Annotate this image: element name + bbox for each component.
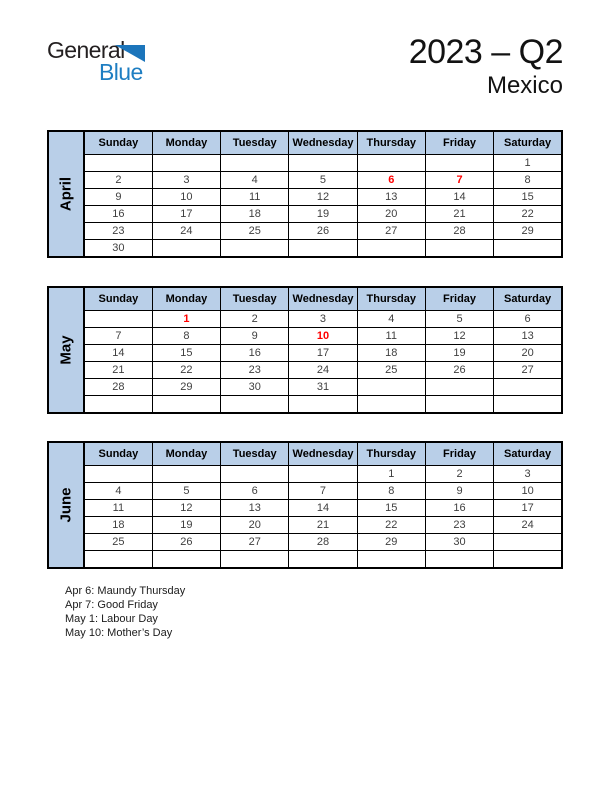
date-cell: 22 xyxy=(494,206,562,223)
week-row xyxy=(48,517,562,534)
date-cell: 18 xyxy=(84,517,152,534)
date-cell: 5 xyxy=(289,172,357,189)
date-cell: 30 xyxy=(425,534,493,551)
date-cell: 17 xyxy=(152,206,220,223)
date-cell: 15 xyxy=(357,500,425,517)
date-cell: 19 xyxy=(152,517,220,534)
day-header-tuesday: Tuesday xyxy=(221,442,289,466)
date-cell: 6 xyxy=(494,311,562,328)
date-cell: 4 xyxy=(357,311,425,328)
week-row xyxy=(48,172,562,189)
date-cell: 30 xyxy=(84,240,152,258)
date-cell: 2 xyxy=(84,172,152,189)
date-cell: 11 xyxy=(221,189,289,206)
date-cell: 4 xyxy=(84,483,152,500)
date-cell: 6 xyxy=(357,172,425,189)
holiday-notes xyxy=(65,584,185,640)
page-title: 2023 – Q2 xyxy=(408,33,563,71)
day-header-monday: Monday xyxy=(152,131,220,155)
date-cell: 23 xyxy=(221,362,289,379)
weekday-header-row xyxy=(48,442,562,466)
date-cell: 14 xyxy=(289,500,357,517)
month-cell-may xyxy=(48,287,84,413)
day-header-sunday: Sunday xyxy=(84,131,152,155)
date-cell: 24 xyxy=(289,362,357,379)
empty-date-cell xyxy=(289,240,357,258)
date-cell: 24 xyxy=(494,517,562,534)
day-header-friday: Friday xyxy=(425,287,493,311)
empty-date-cell xyxy=(357,551,425,569)
week-row xyxy=(48,534,562,551)
empty-date-cell xyxy=(425,379,493,396)
empty-date-cell xyxy=(152,466,220,483)
page-subtitle: Mexico xyxy=(486,72,563,99)
date-cell: 12 xyxy=(289,189,357,206)
date-cell: 31 xyxy=(289,379,357,396)
title-block xyxy=(409,33,563,99)
empty-date-cell xyxy=(357,379,425,396)
empty-date-cell xyxy=(84,311,152,328)
date-cell: 15 xyxy=(152,345,220,362)
week-row xyxy=(48,500,562,517)
date-cell: 5 xyxy=(425,311,493,328)
empty-date-cell xyxy=(425,551,493,569)
calendar-may xyxy=(47,286,563,414)
day-header-friday: Friday xyxy=(425,131,493,155)
date-cell: 26 xyxy=(152,534,220,551)
date-cell: 19 xyxy=(425,345,493,362)
day-header-thursday: Thursday xyxy=(357,131,425,155)
month-label: May xyxy=(57,335,75,365)
date-cell: 29 xyxy=(357,534,425,551)
week-row xyxy=(48,551,562,569)
date-cell: 10 xyxy=(494,483,562,500)
date-cell: 2 xyxy=(425,466,493,483)
empty-date-cell xyxy=(152,396,220,414)
date-cell: 25 xyxy=(357,362,425,379)
calendar-june xyxy=(47,441,563,569)
date-cell: 3 xyxy=(152,172,220,189)
day-header-wednesday: Wednesday xyxy=(289,131,357,155)
date-cell: 20 xyxy=(357,206,425,223)
week-row xyxy=(48,311,562,328)
date-cell: 8 xyxy=(357,483,425,500)
date-cell: 24 xyxy=(152,223,220,240)
date-cell: 21 xyxy=(84,362,152,379)
day-header-thursday: Thursday xyxy=(357,442,425,466)
date-cell: 20 xyxy=(221,517,289,534)
day-header-sunday: Sunday xyxy=(84,287,152,311)
week-row xyxy=(48,240,562,258)
date-cell: 28 xyxy=(289,534,357,551)
empty-date-cell xyxy=(289,396,357,414)
empty-date-cell xyxy=(289,155,357,172)
date-cell: 16 xyxy=(425,500,493,517)
date-cell: 10 xyxy=(289,328,357,345)
holiday-note: May 10: Mother’s Day xyxy=(65,627,173,639)
empty-date-cell xyxy=(152,551,220,569)
date-cell: 18 xyxy=(357,345,425,362)
empty-date-cell xyxy=(494,240,562,258)
empty-date-cell xyxy=(84,466,152,483)
empty-date-cell xyxy=(357,240,425,258)
date-cell: 9 xyxy=(84,189,152,206)
date-cell: 13 xyxy=(494,328,562,345)
empty-date-cell xyxy=(425,396,493,414)
date-cell: 20 xyxy=(494,345,562,362)
date-cell: 3 xyxy=(289,311,357,328)
date-cell: 4 xyxy=(221,172,289,189)
empty-date-cell xyxy=(425,155,493,172)
date-cell: 22 xyxy=(152,362,220,379)
holiday-note: May 1: Labour Day xyxy=(65,613,158,625)
day-header-tuesday: Tuesday xyxy=(221,131,289,155)
month-label: June xyxy=(57,487,75,523)
date-cell: 29 xyxy=(494,223,562,240)
date-cell: 14 xyxy=(84,345,152,362)
date-cell: 26 xyxy=(289,223,357,240)
date-cell: 7 xyxy=(425,172,493,189)
date-cell: 21 xyxy=(425,206,493,223)
date-cell: 29 xyxy=(152,379,220,396)
empty-date-cell xyxy=(494,551,562,569)
date-cell: 5 xyxy=(152,483,220,500)
week-row xyxy=(48,206,562,223)
date-cell: 27 xyxy=(494,362,562,379)
holiday-note: Apr 6: Maundy Thursday xyxy=(65,585,186,597)
day-header-friday: Friday xyxy=(425,442,493,466)
month-cell-april xyxy=(48,131,84,257)
day-header-wednesday: Wednesday xyxy=(289,442,357,466)
day-header-saturday: Saturday xyxy=(494,442,562,466)
date-cell: 1 xyxy=(357,466,425,483)
date-cell: 1 xyxy=(494,155,562,172)
date-cell: 21 xyxy=(289,517,357,534)
month-label: April xyxy=(57,176,75,212)
day-header-thursday: Thursday xyxy=(357,287,425,311)
week-row xyxy=(48,345,562,362)
week-row xyxy=(48,466,562,483)
week-row xyxy=(48,483,562,500)
empty-date-cell xyxy=(221,240,289,258)
empty-date-cell xyxy=(221,466,289,483)
date-cell: 7 xyxy=(84,328,152,345)
week-row xyxy=(48,379,562,396)
empty-date-cell xyxy=(289,551,357,569)
date-cell: 6 xyxy=(221,483,289,500)
date-cell: 18 xyxy=(221,206,289,223)
week-row xyxy=(48,189,562,206)
date-cell: 9 xyxy=(425,483,493,500)
empty-date-cell xyxy=(152,240,220,258)
date-cell: 26 xyxy=(425,362,493,379)
date-cell: 12 xyxy=(152,500,220,517)
day-header-saturday: Saturday xyxy=(494,131,562,155)
date-cell: 16 xyxy=(221,345,289,362)
date-cell: 12 xyxy=(425,328,493,345)
date-cell: 8 xyxy=(494,172,562,189)
empty-date-cell xyxy=(494,396,562,414)
date-cell: 25 xyxy=(84,534,152,551)
weekday-header-row xyxy=(48,131,562,155)
date-cell: 17 xyxy=(289,345,357,362)
date-cell: 23 xyxy=(84,223,152,240)
date-cell: 28 xyxy=(84,379,152,396)
empty-date-cell xyxy=(221,551,289,569)
week-row xyxy=(48,223,562,240)
week-row xyxy=(48,396,562,414)
holiday-note: Apr 7: Good Friday xyxy=(65,599,158,611)
empty-date-cell xyxy=(221,155,289,172)
empty-date-cell xyxy=(494,379,562,396)
general-blue-logo xyxy=(47,38,177,90)
date-cell: 22 xyxy=(357,517,425,534)
weekday-header-row xyxy=(48,287,562,311)
date-cell: 25 xyxy=(221,223,289,240)
empty-date-cell xyxy=(494,534,562,551)
day-header-tuesday: Tuesday xyxy=(221,287,289,311)
date-cell: 2 xyxy=(221,311,289,328)
empty-date-cell xyxy=(357,396,425,414)
date-cell: 9 xyxy=(221,328,289,345)
date-cell: 28 xyxy=(425,223,493,240)
calendar-april xyxy=(47,130,563,258)
date-cell: 11 xyxy=(357,328,425,345)
empty-date-cell xyxy=(84,551,152,569)
week-row xyxy=(48,362,562,379)
month-cell-june xyxy=(48,442,84,568)
date-cell: 30 xyxy=(221,379,289,396)
week-row xyxy=(48,328,562,345)
day-header-monday: Monday xyxy=(152,442,220,466)
day-header-saturday: Saturday xyxy=(494,287,562,311)
date-cell: 14 xyxy=(425,189,493,206)
empty-date-cell xyxy=(425,240,493,258)
date-cell: 11 xyxy=(84,500,152,517)
date-cell: 1 xyxy=(152,311,220,328)
logo-word-general: General xyxy=(47,37,125,63)
empty-date-cell xyxy=(221,396,289,414)
date-cell: 10 xyxy=(152,189,220,206)
date-cell: 17 xyxy=(494,500,562,517)
empty-date-cell xyxy=(152,155,220,172)
date-cell: 16 xyxy=(84,206,152,223)
day-header-sunday: Sunday xyxy=(84,442,152,466)
empty-date-cell xyxy=(84,155,152,172)
date-cell: 3 xyxy=(494,466,562,483)
empty-date-cell xyxy=(357,155,425,172)
date-cell: 13 xyxy=(221,500,289,517)
date-cell: 27 xyxy=(357,223,425,240)
date-cell: 15 xyxy=(494,189,562,206)
date-cell: 8 xyxy=(152,328,220,345)
date-cell: 23 xyxy=(425,517,493,534)
date-cell: 19 xyxy=(289,206,357,223)
week-row xyxy=(48,155,562,172)
day-header-monday: Monday xyxy=(152,287,220,311)
empty-date-cell xyxy=(84,396,152,414)
empty-date-cell xyxy=(289,466,357,483)
logo-word-blue: Blue xyxy=(99,59,143,85)
day-header-wednesday: Wednesday xyxy=(289,287,357,311)
date-cell: 7 xyxy=(289,483,357,500)
date-cell: 27 xyxy=(221,534,289,551)
date-cell: 13 xyxy=(357,189,425,206)
